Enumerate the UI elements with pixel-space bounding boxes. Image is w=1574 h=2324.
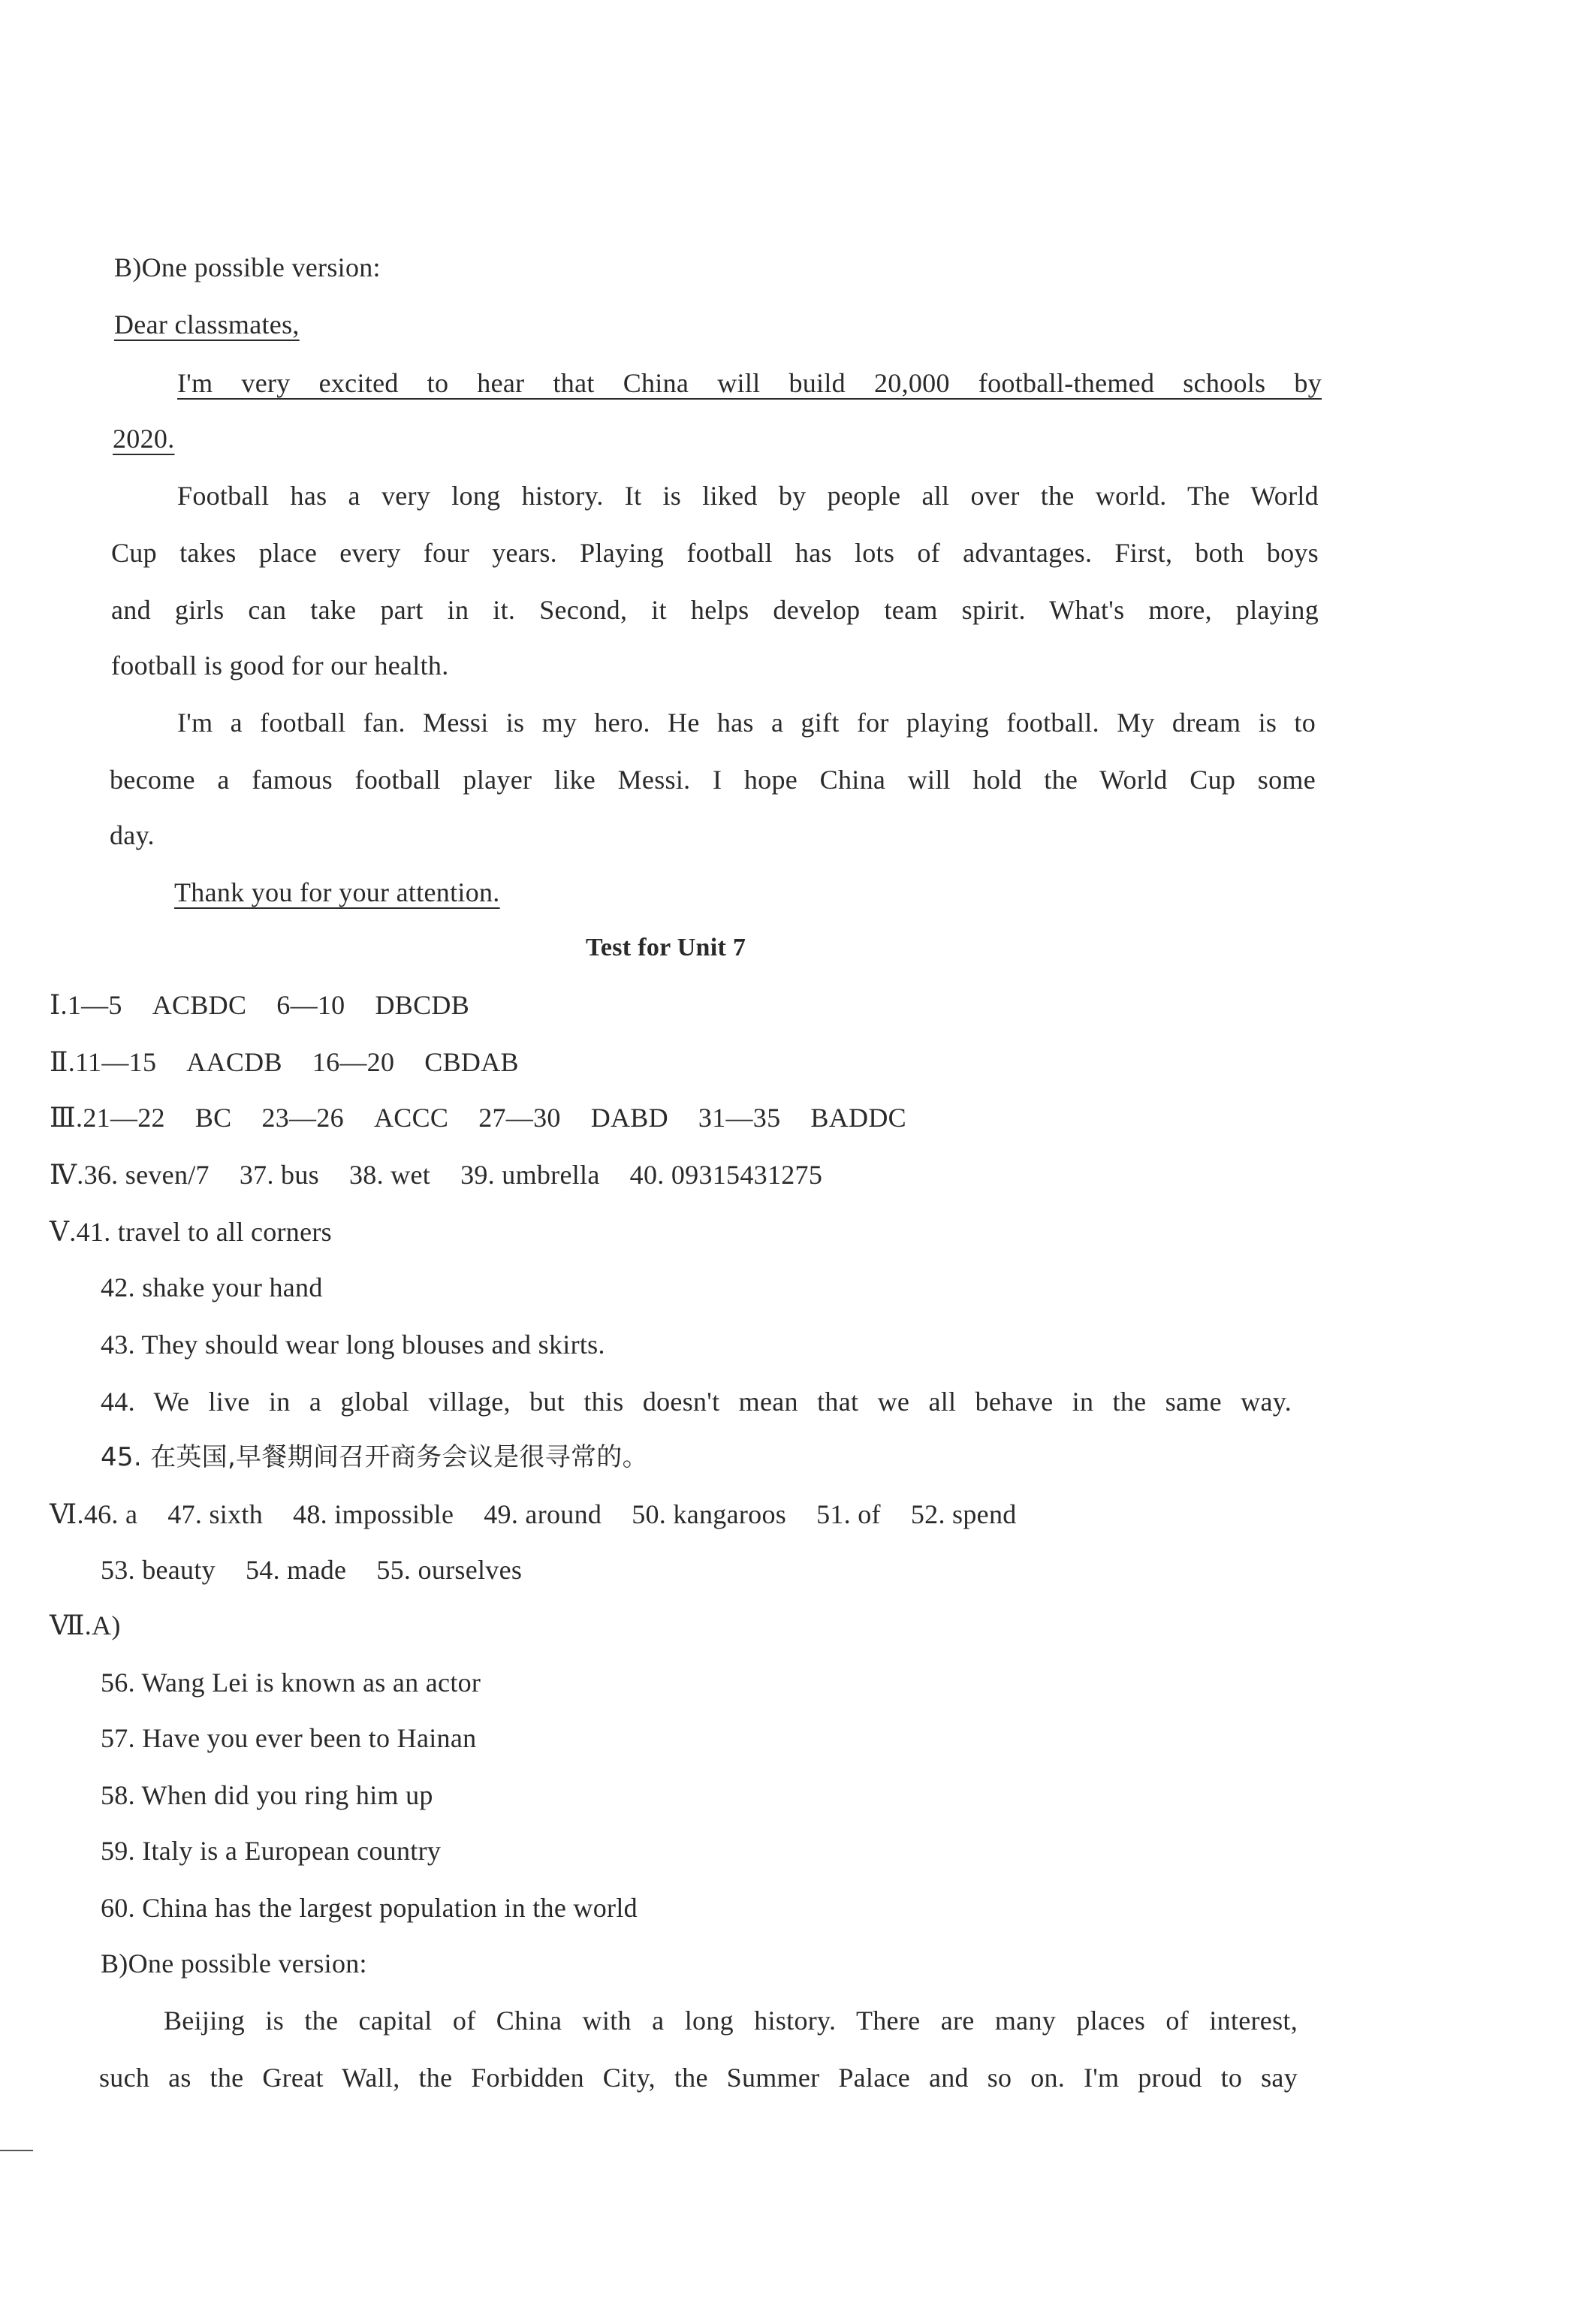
section-1 xyxy=(50,988,469,1022)
answer-item: 52. spend xyxy=(910,1499,1017,1529)
answer-letters: BADDC xyxy=(810,1103,906,1133)
section-5-q42: 42. shake your hand xyxy=(101,1272,323,1302)
section-2-number: Ⅱ. xyxy=(50,1047,76,1077)
section-7-q57: 57. Have you ever been to Hainan xyxy=(101,1723,477,1753)
section-7-b-line2: such as the Great Wall, the Forbidden City, the Summer Palace and so on. I'm proud to say xyxy=(99,2063,1298,2093)
answer-item: 36. seven/7 xyxy=(83,1160,210,1190)
section-5-q44: 44. We live in a global village, but this doesn't mean that we all behave in the same way. xyxy=(101,1387,1292,1417)
part-a-label: A) xyxy=(92,1610,121,1640)
answer-range: 11—15 xyxy=(75,1047,157,1077)
answer-range: 23—26 xyxy=(261,1103,344,1133)
answer-range: 21—22 xyxy=(83,1103,165,1133)
answer-item: 38. wet xyxy=(348,1160,431,1190)
answer-letters: DBCDB xyxy=(375,990,469,1020)
section-7-number: Ⅶ. xyxy=(50,1610,92,1640)
answer-letters: BC xyxy=(194,1103,232,1133)
section-4 xyxy=(50,1158,822,1191)
section-7-b-line1: Beijing is the capital of China with a long history. There are many places of interest, xyxy=(164,2006,1298,2036)
section-5-q41 xyxy=(50,1215,332,1248)
section-7-q59: 59. Italy is a European country xyxy=(101,1836,442,1866)
answer-range: 6—10 xyxy=(276,990,345,1020)
essay-para1-line2: 2020. xyxy=(113,424,175,454)
page-edge-mark xyxy=(0,2150,33,2151)
answer-item: 50. kangaroos xyxy=(632,1499,787,1529)
answer-item: 40. 09315431275 xyxy=(629,1160,823,1190)
answer-range: 27—30 xyxy=(478,1103,561,1133)
essay-salutation: Dear classmates, xyxy=(114,309,300,340)
section-5-q43: 43. They should wear long blouses and skirts. xyxy=(101,1330,605,1360)
answer-item: 37. bus xyxy=(239,1160,319,1190)
essay-para2-line2: Cup takes place every four years. Playing football has lots of advantages. First, both boys xyxy=(111,538,1319,568)
section-7-part-a xyxy=(50,1609,121,1642)
answer-item: 55. ourselves xyxy=(376,1555,523,1585)
section-6-number: Ⅵ. xyxy=(50,1499,84,1529)
section-3 xyxy=(50,1101,906,1134)
answer-item: 47. sixth xyxy=(167,1499,264,1529)
section-5-number: Ⅴ. xyxy=(50,1217,77,1247)
answer-range: 1—5 xyxy=(67,990,122,1020)
section-1-number: Ⅰ. xyxy=(50,990,68,1020)
essay-heading: B)One possible version: xyxy=(114,252,381,282)
section-6-row2 xyxy=(101,1553,522,1586)
section-7-q58: 58. When did you ring him up xyxy=(101,1780,433,1810)
essay-para1-line1: I'm very excited to hear that China will build 20,000 football-themed schools by xyxy=(177,368,1322,398)
answer-item: 39. umbrella xyxy=(460,1160,600,1190)
section-7-part-b: B)One possible version: xyxy=(101,1948,367,1978)
section-7-q56: 56. Wang Lei is known as an actor xyxy=(101,1668,481,1698)
answer-letters: ACBDC xyxy=(152,990,247,1020)
answer-item: 51. of xyxy=(816,1499,881,1529)
section-4-number: Ⅳ. xyxy=(50,1160,84,1190)
essay-para3-line3: day. xyxy=(110,820,155,850)
answer-item: 41. travel to all corners xyxy=(76,1217,332,1247)
answer-item: 53. beauty xyxy=(101,1555,216,1585)
test-title: Test for Unit 7 xyxy=(586,934,746,961)
answer-item: 48. impossible xyxy=(293,1499,454,1529)
essay-para3-line1: I'm a football fan. Messi is my hero. He has a gift for playing football. My dream is to xyxy=(177,708,1316,738)
answer-letters: AACDB xyxy=(186,1047,282,1077)
essay-closing: Thank you for your attention. xyxy=(174,877,500,907)
section-3-number: Ⅲ. xyxy=(50,1103,83,1133)
answer-item: 49. around xyxy=(484,1499,602,1529)
answer-range: 16—20 xyxy=(312,1047,395,1077)
answer-letters: CBDAB xyxy=(424,1047,519,1077)
essay-para2-line4: football is good for our health. xyxy=(111,650,449,681)
section-2 xyxy=(50,1046,519,1079)
essay-para2-line1: Football has a very long history. It is liked by people all over the world. The World xyxy=(177,481,1319,511)
essay-para2-line3: and girls can take part in it. Second, it helps develop team spirit. What's more, playing xyxy=(111,595,1319,625)
section-7-q60: 60. China has the largest population in the world xyxy=(101,1893,638,1923)
essay-para3-line2: become a famous football player like Messi. I hope China will hold the World Cup some xyxy=(110,765,1316,795)
answer-letters: DABD xyxy=(590,1103,668,1133)
answer-letters: ACCC xyxy=(373,1103,449,1133)
answer-range: 31—35 xyxy=(698,1103,781,1133)
answer-item: 46. a xyxy=(83,1499,138,1529)
section-5-q45: 45. 在英国,早餐期间召开商务会议是很寻常的。 xyxy=(101,1442,648,1472)
answer-item: 54. made xyxy=(245,1555,347,1585)
section-6-row1 xyxy=(50,1498,1017,1531)
